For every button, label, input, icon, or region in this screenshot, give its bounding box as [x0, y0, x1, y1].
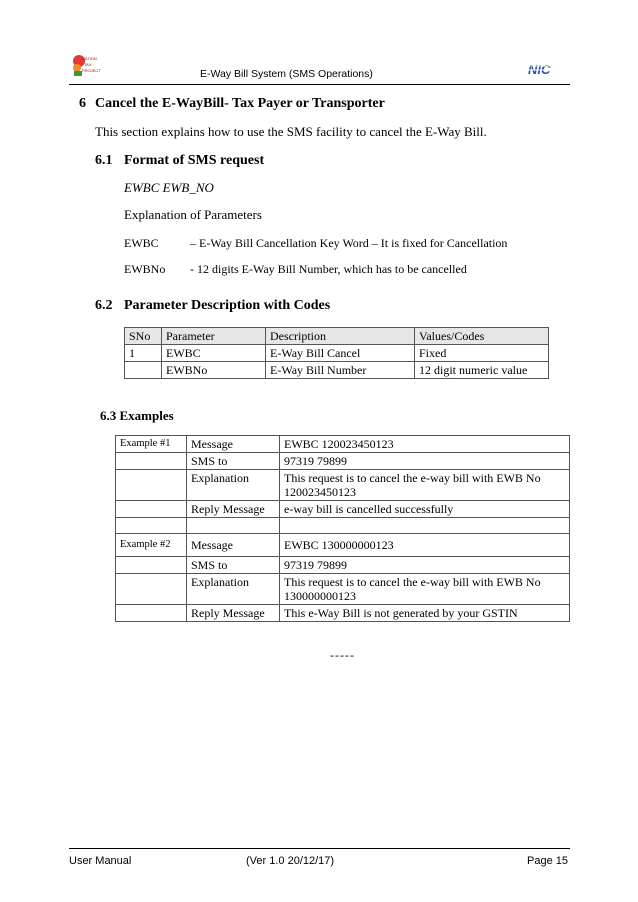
section-6-heading: Cancel the E-WayBill- Tax Payer or Transporter	[95, 96, 385, 111]
table-cell: 1	[125, 345, 162, 362]
empty-cell	[116, 470, 187, 501]
example-label: Example #1	[116, 436, 187, 453]
svg-text:TAX: TAX	[84, 62, 92, 67]
empty-cell	[116, 557, 187, 574]
row-value: 97319 79899	[280, 453, 570, 470]
table-row	[116, 605, 570, 622]
table-cell: EWBNo	[162, 362, 266, 379]
section-6-3-heading: 6.3 Examples	[100, 408, 174, 423]
row-value: e-way bill is cancelled successfully	[280, 501, 570, 518]
row-value: This e-Way Bill is not generated by your GSTIN	[280, 605, 570, 622]
row-label: Reply Message	[187, 501, 280, 518]
section-6-intro: This section explains how to use the SMS facility to cancel the E-Way Bill.	[95, 124, 487, 139]
sms-format: EWBC EWB_NO	[124, 180, 214, 195]
param-name: EWBC	[124, 236, 159, 250]
row-label: SMS to	[187, 453, 280, 470]
empty-cell	[116, 501, 187, 518]
parameter-table	[124, 327, 549, 379]
table-row	[116, 518, 570, 534]
table-row	[116, 436, 570, 453]
footer-rule	[69, 848, 570, 849]
empty-cell	[116, 518, 187, 534]
table-row	[116, 470, 570, 501]
table-row	[116, 557, 570, 574]
table-row	[125, 345, 549, 362]
table-header-row	[125, 328, 549, 345]
table-row	[116, 501, 570, 518]
param-desc: – E-Way Bill Cancellation Key Word – It is fixed for Cancellation	[190, 236, 508, 250]
row-label: Message	[187, 436, 280, 453]
row-value	[280, 470, 570, 501]
empty-cell	[187, 518, 280, 534]
empty-cell	[116, 453, 187, 470]
table-header-cell: Values/Codes	[415, 328, 549, 345]
svg-text:PROJECT: PROJECT	[82, 68, 101, 73]
svg-text:NATION: NATION	[82, 56, 97, 61]
empty-cell	[116, 574, 187, 605]
param-name: EWBNo	[124, 262, 166, 276]
national-tax-logo-icon	[70, 52, 101, 78]
explanation-line: This request is to cancel the e-way bill with EWB No	[284, 575, 541, 589]
example-label: Example #2	[116, 534, 187, 557]
row-value: 97319 79899	[280, 557, 570, 574]
table-cell: 12 digit numeric value	[415, 362, 549, 379]
row-value: EWBC 130000000123	[280, 534, 570, 557]
header-rule	[69, 84, 570, 85]
examples-table	[115, 435, 570, 622]
table-cell: Fixed	[415, 345, 549, 362]
table-header-cell: Parameter	[162, 328, 266, 345]
row-value	[280, 574, 570, 605]
table-cell	[125, 362, 162, 379]
table-header-cell: Description	[266, 328, 415, 345]
section-6-1-number: 6.1	[95, 153, 113, 168]
header-title: E-Way Bill System (SMS Operations)	[200, 68, 373, 80]
row-label: Reply Message	[187, 605, 280, 622]
empty-cell	[280, 518, 570, 534]
footer-left: User Manual	[69, 855, 132, 867]
param-desc: - 12 digits E-Way Bill Number, which has to be cancelled	[190, 262, 467, 276]
empty-cell	[116, 605, 187, 622]
explanation-title: Explanation of Parameters	[124, 207, 262, 222]
row-label: SMS to	[187, 557, 280, 574]
table-cell: E-Way Bill Cancel	[266, 345, 415, 362]
row-label: Message	[187, 534, 280, 557]
table-row	[116, 574, 570, 605]
row-value: EWBC 120023450123	[280, 436, 570, 453]
end-marker: -----	[330, 648, 355, 662]
table-cell: E-Way Bill Number	[266, 362, 415, 379]
table-cell: EWBC	[162, 345, 266, 362]
table-header-cell: SNo	[125, 328, 162, 345]
section-6-2-number: 6.2	[95, 298, 113, 313]
nic-logo-icon	[527, 62, 569, 76]
section-6-2-heading: Parameter Description with Codes	[124, 298, 331, 313]
explanation-line: 120023450123	[284, 485, 356, 499]
table-row	[116, 534, 570, 557]
row-label: Explanation	[187, 574, 280, 605]
row-label: Explanation	[187, 470, 280, 501]
footer-version: (Ver 1.0 20/12/17)	[246, 855, 335, 867]
section-6-number: 6	[79, 96, 86, 111]
explanation-line: This request is to cancel the e-way bill with EWB No	[284, 471, 541, 485]
table-row	[125, 362, 549, 379]
svg-text:NIC: NIC	[528, 62, 551, 77]
explanation-line: 130000000123	[284, 589, 356, 603]
footer-page-number: Page 15	[527, 855, 568, 867]
table-row	[116, 453, 570, 470]
section-6-1-heading: Format of SMS request	[124, 153, 265, 168]
